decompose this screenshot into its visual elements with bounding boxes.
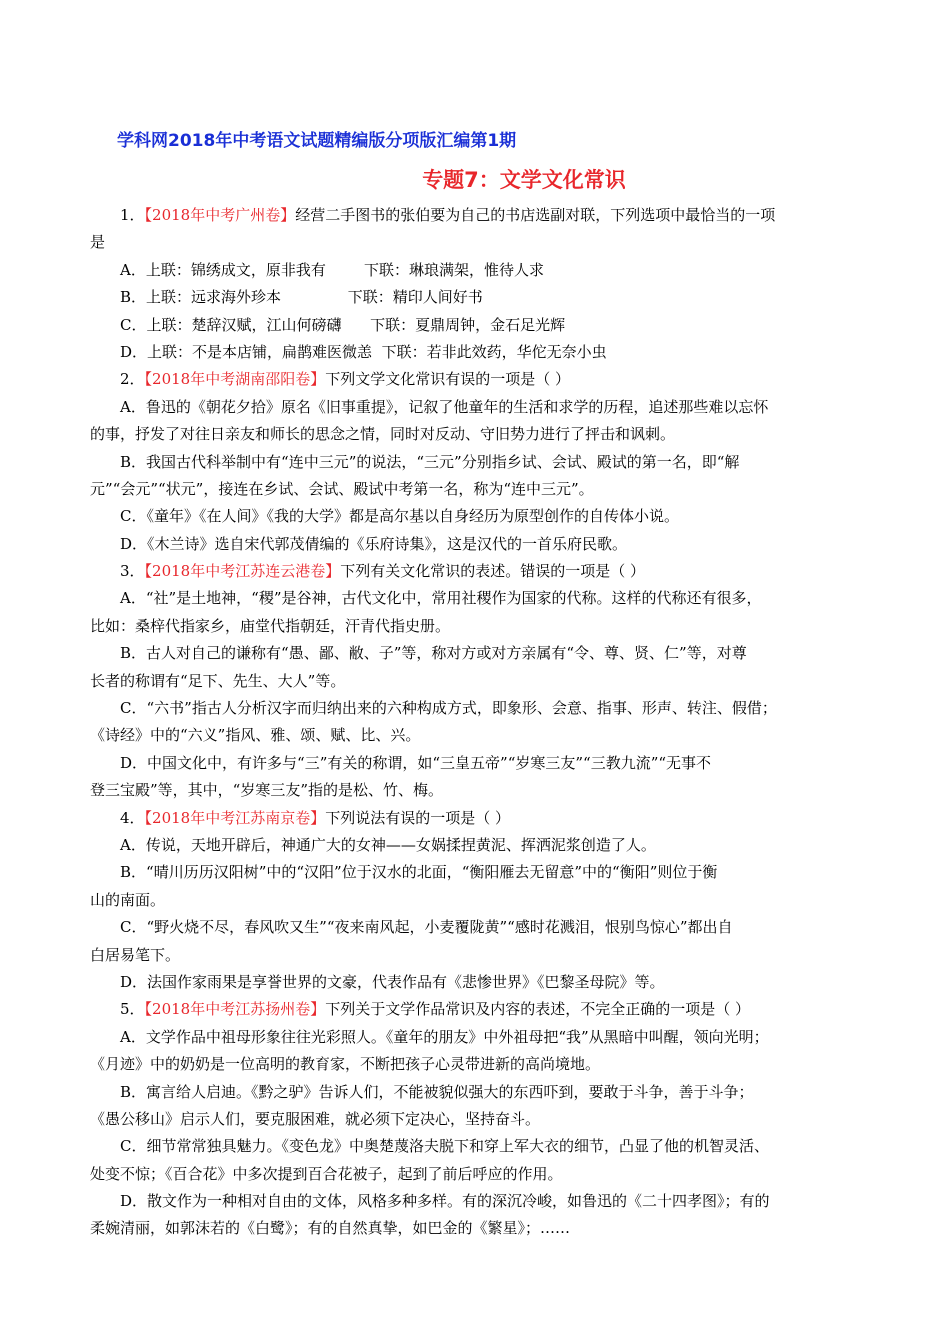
question-3 (90, 558, 854, 805)
option-line: B．古人对自己的谦称有“愚、鄙、敝、子”等，称对方或对方亲属有“令、尊、贤、仁”等，对尊 (120, 644, 747, 663)
stem-text: 下列有关文化常识的表述。错误的一项是（ ） (340, 562, 646, 581)
stem-text: 经营二手图书的张伯要为自己的书店选副对联，下列选项中最恰当的一项 (295, 206, 776, 224)
option-line: A．鲁迅的《朝花夕拾》原名《旧事重提》，记叙了他童年的生活和求学的历程，追述那些难以忘怀 (120, 397, 769, 416)
option-line: C．《童年》《在人间》《我的大学》都是高尔基以自身经历为原型创作的自传体小说。 (120, 507, 679, 526)
option-line: C．“六书”指古人分析汉字而归纳出来的六种构成方式，即象形、会意、指事、形声、转注、假借； (120, 699, 777, 718)
question-5 (90, 996, 854, 1243)
stem-text: 下列关于文学作品常识及内容的表述，不完全正确的一项是（ ） (325, 1000, 751, 1019)
source-tag: 【2018年中考江苏扬州卷】 (144, 1000, 326, 1019)
option-line: D．《木兰诗》选自宋代郭茂倩编的《乐府诗集》，这是汉代的一首乐府民歌。 (120, 534, 628, 553)
option-line: A．文学作品中祖母形象往往光彩照人。《童年的朋友》中外祖母把“我”从黑暗中叫醒，领向光明； (120, 1027, 769, 1046)
question-number: 1． (120, 206, 145, 224)
stem-text: 下列说法有误的一项是（ ） (325, 808, 511, 827)
option-line: 《愚公移山》启示人们，要克服困难，就必须下定决心，坚持奋斗。 (90, 1109, 541, 1128)
question-stem (90, 558, 854, 585)
question-1 (90, 202, 854, 366)
option-a: A．上联：锦绣成文，原非我有 下联：琳琅满架，惟待人求 (120, 260, 544, 279)
option-line: 《诗经》中的“六义”指风、雅、颂、赋、比、兴。 (90, 726, 421, 745)
option-line: B．“晴川历历汉阳树”中的“汉阳”位于汉水的北面，“衡阳雁去无留意”中的“衡阳”则位于衡 (120, 863, 718, 882)
question-stem (90, 202, 854, 229)
option-line: 元”“会元”“状元”，接连在乡试、会试、殿试中考第一名，称为“连中三元”。 (90, 479, 594, 498)
source-tag: 【2018年中考江苏连云港卷】 (144, 562, 341, 581)
source-tag: 【2018年中考江苏南京卷】 (144, 808, 326, 827)
option-line: A．“社”是土地神，“稷”是谷神，古代文化中，常用社稷作为国家的代称。这样的代称还有很多， (120, 589, 762, 608)
option-b: B．上联：远求海外珍本 下联：精印人间好书 (120, 288, 483, 307)
question-stem (90, 996, 854, 1023)
question-number: 4． (120, 808, 145, 827)
option-line: C．细节常常独具魅力。《变色龙》中奥楚蔑洛夫脱下和穿上军大衣的细节，凸显了他的机智灵活、 (120, 1137, 769, 1156)
option-line: 的事，抒发了对往日亲友和师长的思念之情，同时对反动、守旧势力进行了抨击和讽刺。 (90, 425, 676, 444)
question-number: 5． (120, 1000, 145, 1019)
option-d: D．上联：不是本店铺，扁鹊难医微恙 下联：若非此效药，华佗无奈小虫 (120, 342, 607, 361)
source-tag: 【2018年中考湖南邵阳卷】 (144, 370, 326, 389)
stem-text: 下列文学文化常识有误的一项是（ ） (325, 370, 571, 389)
question-4 (90, 805, 854, 997)
option-line: D．法国作家雨果是享誉世界的文豪，代表作品有《悲惨世界》《巴黎圣母院》等。 (120, 972, 665, 991)
option-line: 白居易笔下。 (90, 945, 181, 964)
option-line: 山的南面。 (90, 890, 166, 909)
page-title (0, 164, 950, 194)
option-line: 处变不惊；《百合花》中多次提到百合花被子，起到了前后呼应的作用。 (90, 1164, 563, 1183)
option-line: 《月迹》中的奶奶是一位高明的教育家，不断把孩子心灵带进新的高尚境地。 (90, 1055, 601, 1074)
title-text: 专题7：文学文化常识 (422, 168, 626, 192)
question-list (90, 202, 854, 1243)
option-line: 登三宝殿”等，其中，“岁寒三友”指的是松、竹、梅。 (90, 781, 444, 800)
question-2 (90, 366, 854, 558)
option-line: D．中国文化中，有许多与“三”有关的称谓，如“三皇五帝”“岁寒三友”“三教九流”“无事不 (120, 753, 712, 772)
question-stem (90, 805, 854, 832)
question-number: 3． (120, 562, 145, 581)
option-line: B．寓言给人启迪。《黔之驴》告诉人们，不能被貌似强大的东西吓到，要敢于斗争，善于斗争； (120, 1082, 754, 1101)
option-line: 比如：桑梓代指家乡，庙堂代指朝廷，汗青代指史册。 (90, 616, 451, 635)
question-number: 2． (120, 370, 145, 389)
option-line: D．散文作为一种相对自由的文体，风格多种多样。有的深沉冷峻，如鲁迅的《二十四孝图》；有的 (120, 1192, 770, 1211)
option-line: A．传说，天地开辟后，神通广大的女神——女娲揉捏黄泥、挥洒泥浆创造了人。 (120, 835, 656, 854)
option-line: 柔婉清丽，如郭沫若的《白鹭》；有的自然真挚，如巴金的《繁星》；…… (90, 1219, 571, 1238)
option-line: B．我国古代科举制中有“连中三元”的说法，“三元”分别指乡试、会试、殿试的第一名，即“解 (120, 452, 740, 471)
option-c: C．上联：楚辞汉赋，江山何磅礴 下联：夏鼎周钟，金石足光辉 (120, 315, 566, 334)
question-stem (90, 366, 854, 393)
option-line: 长者的称谓有“足下、先生、大人”等。 (90, 671, 346, 690)
stem-continuation: 是 (90, 233, 106, 252)
option-line: C．“野火烧不尽，春风吹又生”“夜来南风起，小麦覆陇黄”“感时花溅泪，恨别鸟惊心”都出自 (120, 918, 733, 937)
document-header: 学科网2018年中考语文试题精编版分项版汇编第1期 (117, 131, 517, 151)
source-tag: 【2018年中考广州卷】 (144, 206, 296, 224)
